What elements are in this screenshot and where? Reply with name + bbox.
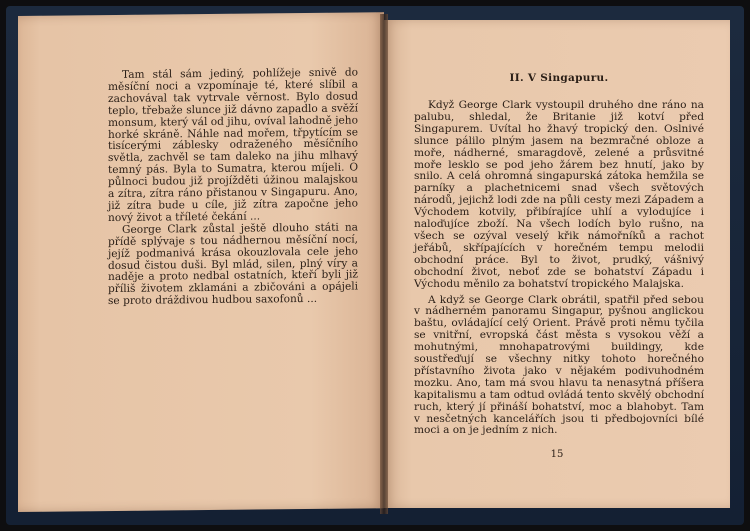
right-page: [384, 20, 730, 508]
book-gutter: [380, 14, 388, 514]
left-paragraph-2: George Clark zůstal ještě dlouho státi na přídě splývaje s tou nádhernou měsíční nocí, jejíž podmanivá krása okouzlovala cele jeho dosud čistou duši. Byl mlád, silen, plný víry a naděje a proto nedbal ostatních, kteří byli již příliš životem zklamáni a zbičováni a opájeli se proto dráždivou hudbou saxofonů ...: [108, 221, 358, 308]
page-number: 15: [550, 449, 564, 460]
left-page: [18, 12, 384, 512]
right-paragraph-2: A když se George Clark obrátil, spatřil před sebou v nádherném panoramu Singapur, pyšnou anglickou baštu, ovládající celý Orient. Právě proti němu tyčila se vnitřní, evropská část města s vysokou věží a mohutnými, mnohapatrovými buildingy, kde soustřeďují se všechny nitky tohoto horečného přístavního života jako v nějakém podivuhodném mozku. Ano, tam má svou hlavu ta nenasytná příšera kapitalismu a tam odtud ovládá tento skvělý obchodní ruch, který jí přináší bohatství, moc a blahobyt. Tam v nesčetných kancelářích jsou ti předbojovníci bílé moci a on je jedním z nich.: [414, 293, 705, 437]
right-paragraph-1: Když George Clark vystoupil druhého dne ráno na palubu, shledal, že Britanie již kotví před Singapurem. Uvítal ho žhavý tropický den. Oslnivé slunce pálilo plným jasem na bezmračné obloze a moře, nádherné, smaragdově, zelené a průsvitné moře lesklo se pod jeho žárem bez hnutí, jako by snilo. A celá ohromná singapurská zátoka hemžila se parníky a plachetnicemi snad všech světových národů, jejichž lodi zde na půli cesty mezi Západem a Východem kotvily, přibírajíce uhlí a vylodujíce i naloďujíce zboží. Na všech lodích bylo rušno, na všech se ozýval veselý křik námořníků a rachot jeřábů, skřípajících v horečném tempu melodii obchodní práce. Byl to život, prudký, vášnivý obchodní život, neboť zde se bohatství Západu i Východu měnilo za bohatství tropického Malajska.: [414, 99, 704, 290]
left-paragraph-1: Tam stál sám jediný, pohlížeje snivě do měsíční noci a vzpomínaje té, které slíbil a zachovával tak vytrvale věrnost. Bylo dosud teplo, třebaže slunce již dávno zapadlo a svěží monsum, který vál od jihu, ovíval lahodně jeho horké skráně. Náhle nad mořem, třpytícím se tisícerými záblesky odraženého měsíčního světla, zachvěl se tam daleko na jihu mlhavý temný pás. Byla to Sumatra, kterou míjeli. O půlnoci budou již projížděti úžinou malajskou a zítra, zítra ráno přistanou v Singapuru. Ano, již zítra bude u cíle, již zítra započne jeho nový život a tříleté čekání ...: [108, 66, 358, 224]
chapter-title: II. V Singapuru.: [509, 72, 609, 84]
